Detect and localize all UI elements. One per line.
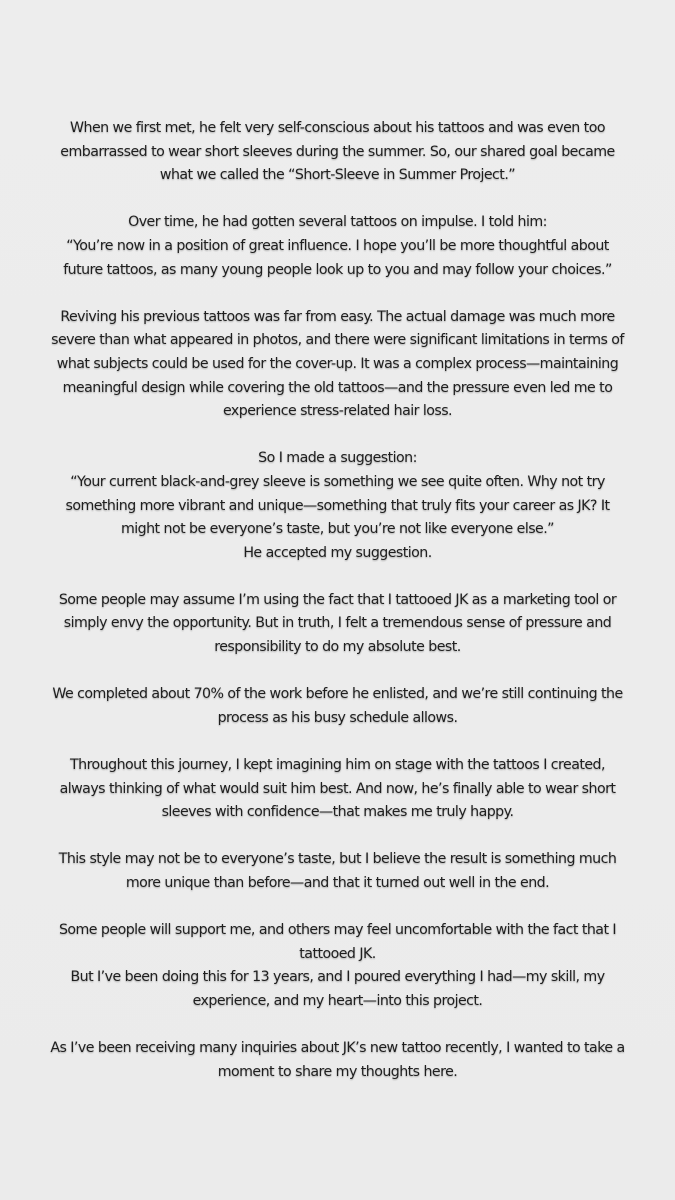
- text-line: simply envy the opportunity. But in truth, I felt a tremendous sense of pressure and: [63, 615, 612, 632]
- text-line: He accepted my suggestion.: [243, 544, 432, 561]
- text-line: responsibility to do my absolute best.: [214, 639, 461, 656]
- text-line: When we first met, he felt very self-conscious about his tattoos and was even too: [70, 120, 605, 136]
- paragraph-support: [40, 919, 635, 1013]
- paragraph-suggestion: [40, 447, 635, 565]
- text-line: embarrassed to wear short sleeves during the summer. So, our shared goal became: [60, 143, 615, 160]
- text-line: severe than what appeared in photos, and there were significant limitations in terms of: [51, 332, 624, 349]
- text-line: might not be everyone’s taste, but you’re not like everyone else.”: [120, 521, 554, 538]
- text-line: tattooed JK.: [299, 945, 376, 962]
- text-line: future tattoos, as many young people look up to you and may follow your choices.”: [63, 261, 612, 278]
- paragraph-style: [40, 848, 635, 895]
- text-line: more unique than before—and that it turned out well in the end.: [125, 875, 550, 891]
- text-line: what we called the “Short-Sleeve in Summer Project.”: [159, 167, 516, 184]
- paragraph-pressure: [40, 589, 635, 660]
- text-line: what subjects could be used for the cover-up. It was a complex process—maintaining: [56, 355, 619, 372]
- text-line: Some people may assume I’m using the fact that I tattooed JK as a marketing tool or: [58, 591, 617, 608]
- text-line: process as his busy schedule allows.: [217, 709, 458, 726]
- paragraph-journey: [40, 754, 635, 825]
- text-line: Reviving his previous tattoos was far from easy. The actual damage was much more: [60, 308, 615, 325]
- text-line: As I’ve been receiving many inquiries about JK’s new tattoo recently, I wanted to take a: [50, 1040, 625, 1057]
- text-line: experience stress-related hair loss.: [222, 403, 453, 420]
- story-text-block: [0, 117, 675, 1108]
- text-line: Some people will support me, and others may feel uncomfortable with the fact that I: [58, 922, 617, 939]
- text-line: This style may not be to everyone’s taste, but I believe the result is something much: [58, 851, 617, 868]
- text-line: something more vibrant and unique—something that truly fits your career as JK? It: [65, 497, 610, 514]
- text-line: always thinking of what would suit him best. And now, he’s finally able to wear short: [59, 780, 616, 797]
- paragraph-progress: [40, 683, 635, 730]
- text-line: Throughout this journey, I kept imagining him on stage with the tattoos I created,: [70, 757, 605, 774]
- paragraph-closing: [40, 1037, 635, 1084]
- text-line: experience, and my heart—into this project.: [192, 992, 483, 1009]
- text-line: We completed about 70% of the work before he enlisted, and we’re still continuing the: [52, 686, 623, 703]
- paragraph-cover-up: [40, 306, 635, 424]
- text-line: “Your current black-and-grey sleeve is something we see quite often. Why not try: [70, 473, 605, 490]
- text-line: So I made a suggestion:: [258, 450, 417, 467]
- paragraph-advice: [40, 211, 635, 282]
- text-line: sleeves with confidence—that makes me truly happy.: [161, 804, 514, 821]
- text-line: meaningful design while covering the old tattoos—and the pressure even led me to: [62, 379, 613, 396]
- text-line: moment to share my thoughts here.: [217, 1063, 458, 1080]
- text-line: But I’ve been doing this for 13 years, and I poured everything I had—my skill, my: [70, 969, 605, 986]
- paragraph-first-meeting: [40, 117, 635, 188]
- text-line: “You’re now in a position of great influence. I hope you’ll be more thoughtful about: [66, 237, 609, 254]
- text-line: Over time, he had gotten several tattoos on impulse. I told him:: [128, 214, 547, 231]
